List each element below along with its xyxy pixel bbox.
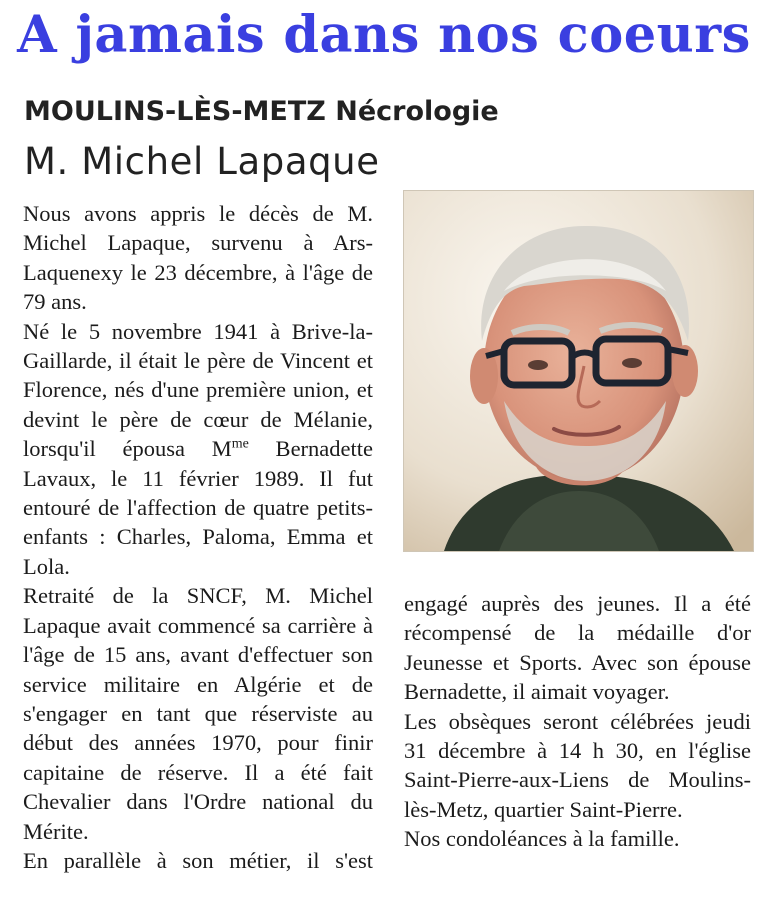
paragraph-condolences: Nos condoléances à la famille. bbox=[404, 826, 680, 852]
article-kicker bbox=[24, 94, 499, 130]
article-headline: M. Michel Lapaque bbox=[24, 140, 380, 183]
paragraph-career: Retraité de la SNCF, M. Michel Lapaque avait commencé sa carrière à l'âge de 15 ans, avant d'effectuer son service militaire en Algérie et de s'engager en tant que réserviste au début des années 1970, pour finir capitaine de réserve. Il a été fait Chevalier dans l'Ordre national du Mérite. bbox=[23, 583, 373, 844]
portrait-illustration bbox=[404, 191, 753, 551]
portrait-photo bbox=[403, 190, 754, 552]
kicker-category: Nécrologie bbox=[335, 96, 499, 127]
banner-title: A jamais dans nos coeurs bbox=[17, 5, 751, 65]
article-column-left bbox=[23, 199, 373, 875]
family-text-start: Né le 5 novembre 1941 à Brive-la-Gaillarde, il était le père de Vincent et Florence, nés d'une première union, et devint le père de cœur de Mélanie, lorsqu'il épousa M bbox=[23, 318, 373, 462]
paragraph-funeral: Les obsèques seront célébrées jeudi 31 décembre à 14 h 30, en l'église Saint-Pierre-aux-Liens de Moulins-lès-Metz, quartier Saint-Pierre. bbox=[404, 708, 751, 822]
paragraph-engagement-start: En parallèle à son métier, il s'est bbox=[23, 847, 373, 873]
family-text-end: Bernadette Lavaux, le 11 février 1989. Il fut entouré de l'affection de quatre petits-enfants : Charles, Paloma, Emma et Lola. bbox=[23, 436, 374, 579]
article-column-right bbox=[404, 589, 751, 854]
paragraph-engagement-end: engagé auprès des jeunes. Il a été récompensé de la médaille d'or Jeunesse et Sports. Avec son épouse Bernadette, il aimait voyager. bbox=[404, 591, 751, 705]
kicker-location: MOULINS-LÈS-METZ bbox=[24, 96, 326, 127]
madame-superscript: me bbox=[231, 436, 249, 452]
paragraph-death-notice: Nous avons appris le décès de M. Michel Lapaque, survenu à Ars-Laquenexy le 23 décembre, à l'âge de 79 ans. bbox=[23, 201, 373, 315]
paragraph-family bbox=[23, 317, 373, 582]
